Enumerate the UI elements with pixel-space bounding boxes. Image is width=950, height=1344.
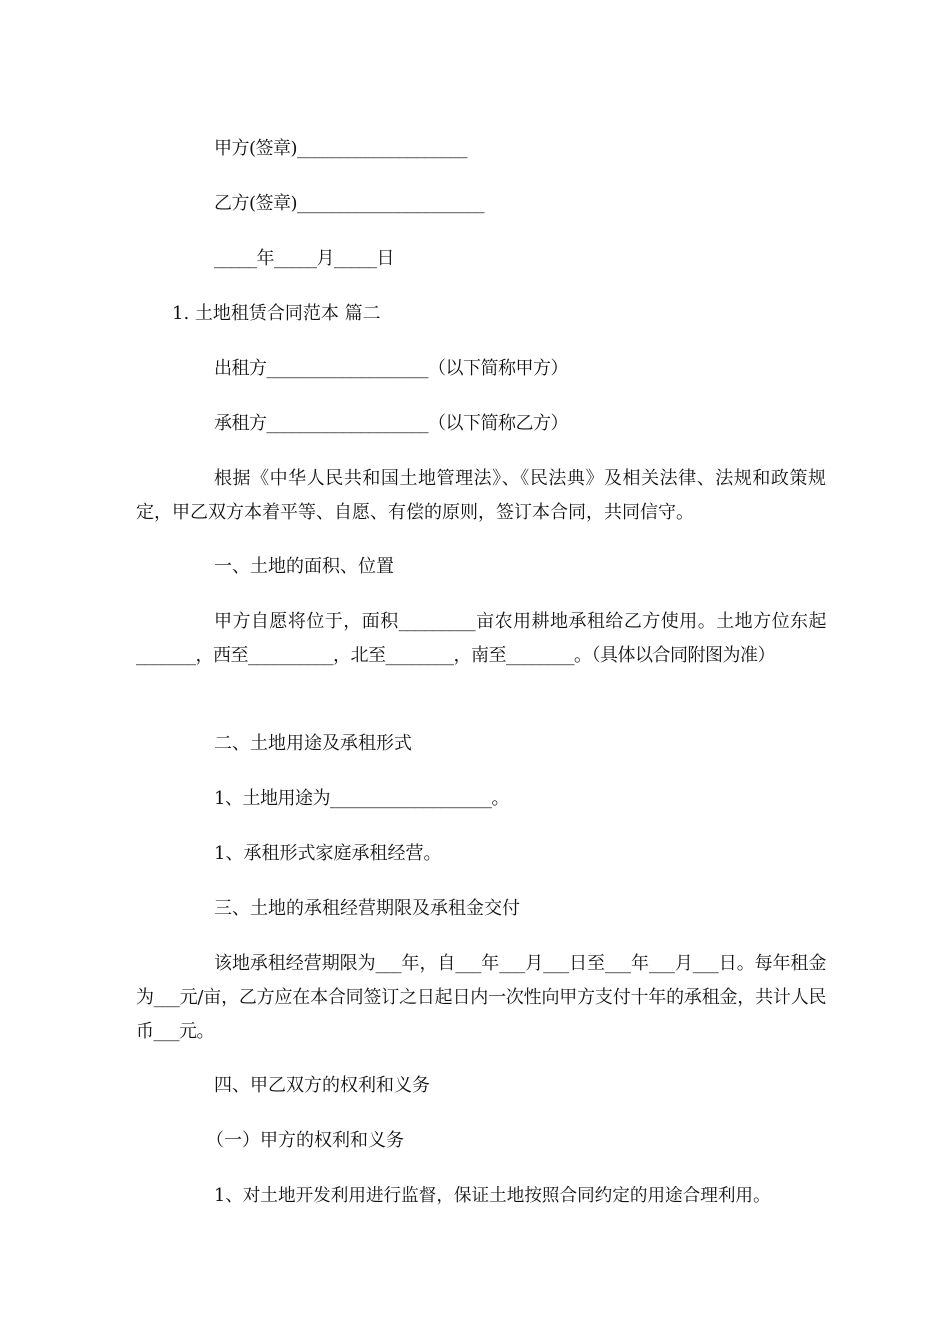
party-a-signature: 甲方(签章)____________________ xyxy=(214,138,468,159)
lease-form-item: 1、承租形式家庭承租经营。 xyxy=(214,843,442,864)
lease-term-paragraph: 该地承租经营期限为___年，自___年___月___日至___年___月___日。每年租金为___元/亩，乙方应在本合同签订之日起日内一次性向甲方支付十年的承租金，共计人民币___元。 xyxy=(136,953,826,1042)
lessee-line: 承租方___________________（以下简称乙方） xyxy=(214,413,568,434)
area-location-paragraph: 甲方自愿将位于，面积_________亩农用耕地承租给乙方使用。土地方位东起_______，西至__________，北至________，南至________。（具体以合同附图为准） xyxy=(136,611,826,666)
subheading-party-a-rights: （一）甲方的权利和义务 xyxy=(206,1130,404,1151)
heading-lease-term: 三、土地的承租经营期限及承租金交付 xyxy=(214,898,520,919)
heading-area-location: 一、土地的面积、位置 xyxy=(214,556,394,577)
land-use-item: 1、土地用途为___________________。 xyxy=(214,788,509,809)
section-title: 1. 土地租赁合同范本 篇二 xyxy=(172,303,381,324)
heading-land-use: 二、土地用途及承租形式 xyxy=(214,733,412,754)
signature-date: _____年_____月_____日 xyxy=(214,248,394,269)
preamble-paragraph: 根据《中华人民共和国土地管理法》、《民法典》及相关法律、法规和政策规定，甲乙双方本着平等、自愿、有偿的原则，签订本合同，共同信守。 xyxy=(136,468,826,523)
party-b-signature: 乙方(签章)______________________ xyxy=(214,193,485,214)
lessor-line: 出租方___________________（以下简称甲方） xyxy=(214,358,568,379)
heading-rights-obligations: 四、甲乙双方的权利和义务 xyxy=(214,1075,430,1096)
party-a-obligation-1: 1、对土地开发利用进行监督，保证土地按照合同约定的用途合理利用。 xyxy=(214,1186,771,1206)
